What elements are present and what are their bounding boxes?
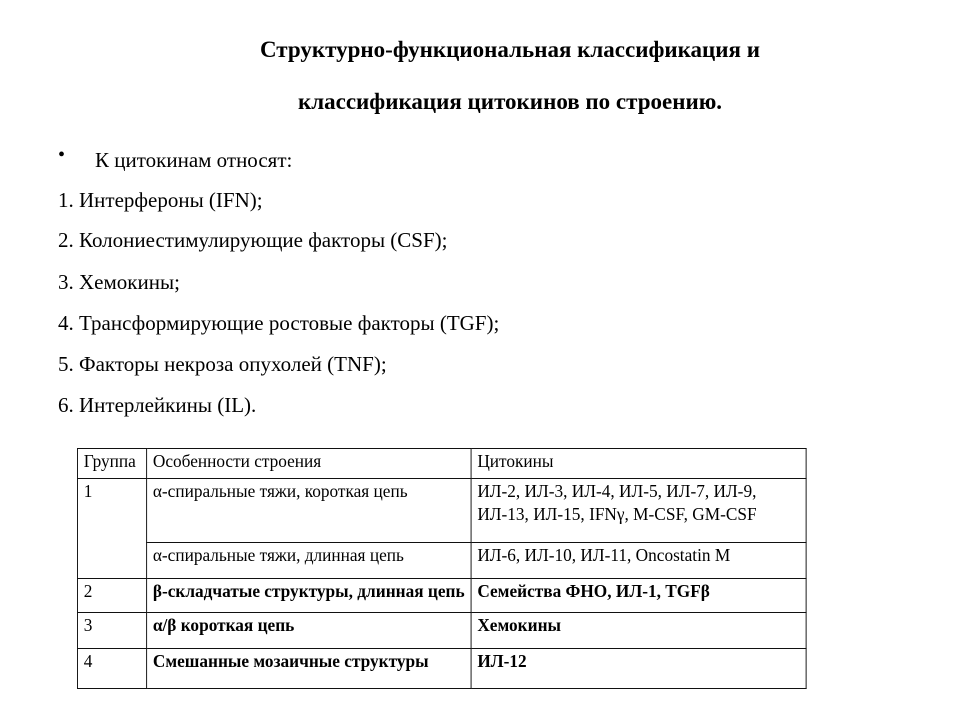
- cell-cytokines: Хемокины: [471, 613, 806, 649]
- cell-structure: α-спиральные тяжи, длинная цепь: [147, 543, 471, 579]
- table-row: [77, 579, 806, 613]
- table-row: [77, 479, 806, 543]
- table-row: [77, 613, 806, 649]
- intro-text: К цитокинам относят:: [95, 148, 293, 172]
- table-row: [77, 649, 806, 689]
- cytokine-classification-table: [77, 448, 807, 689]
- list-item: 3. Хемокины;: [58, 270, 180, 294]
- cell-cytokines-line: ИЛ-2, ИЛ-3, ИЛ-4, ИЛ-5, ИЛ-7, ИЛ-9,: [477, 481, 757, 501]
- bullet-icon: •: [58, 144, 66, 166]
- cell-structure: β-складчатые структуры, длинная цепь: [147, 579, 471, 613]
- cell-structure: α-спиральные тяжи, короткая цепь: [147, 479, 471, 543]
- header-structure: Особенности строения: [147, 449, 471, 479]
- cell-group: 2: [77, 579, 146, 613]
- list-item: 5. Факторы некроза опухолей (TNF);: [58, 352, 387, 376]
- cell-cytokines: ИЛ-6, ИЛ-10, ИЛ-11, Oncostatin M: [471, 543, 806, 579]
- list-item: 2. Колониестимулирующие факторы (CSF);: [58, 228, 448, 252]
- header-cytokines: Цитокины: [471, 449, 806, 479]
- cell-group: 4: [77, 649, 146, 689]
- table-header-row: [77, 449, 806, 479]
- cell-cytokines: Семейства ФНО, ИЛ-1, TGFβ: [471, 579, 806, 613]
- cell-group: 1: [77, 479, 146, 579]
- cell-cytokines-line: ИЛ-13, ИЛ-15, IFNγ, M-CSF, GM-CSF: [477, 503, 757, 524]
- slide-title-line-1: Структурно-функциональная классификация и: [260, 37, 760, 62]
- list-item: 4. Трансформирующие ростовые факторы (TGF);: [58, 311, 500, 335]
- slide-title-line-2: классификация цитокинов по строению.: [297, 89, 723, 114]
- table-row: [77, 543, 806, 579]
- cell-cytokines: ИЛ-12: [471, 649, 806, 689]
- list-item: 1. Интерфероны (IFN);: [58, 188, 263, 212]
- list-item: 6. Интерлейкины (IL).: [58, 393, 257, 417]
- cell-structure: α/β короткая цепь: [147, 613, 471, 649]
- header-group: Группа: [77, 449, 146, 479]
- cell-group: 3: [77, 613, 146, 649]
- cell-structure: Смешанные мозаичные структуры: [147, 649, 471, 689]
- cell-cytokines: [471, 479, 806, 543]
